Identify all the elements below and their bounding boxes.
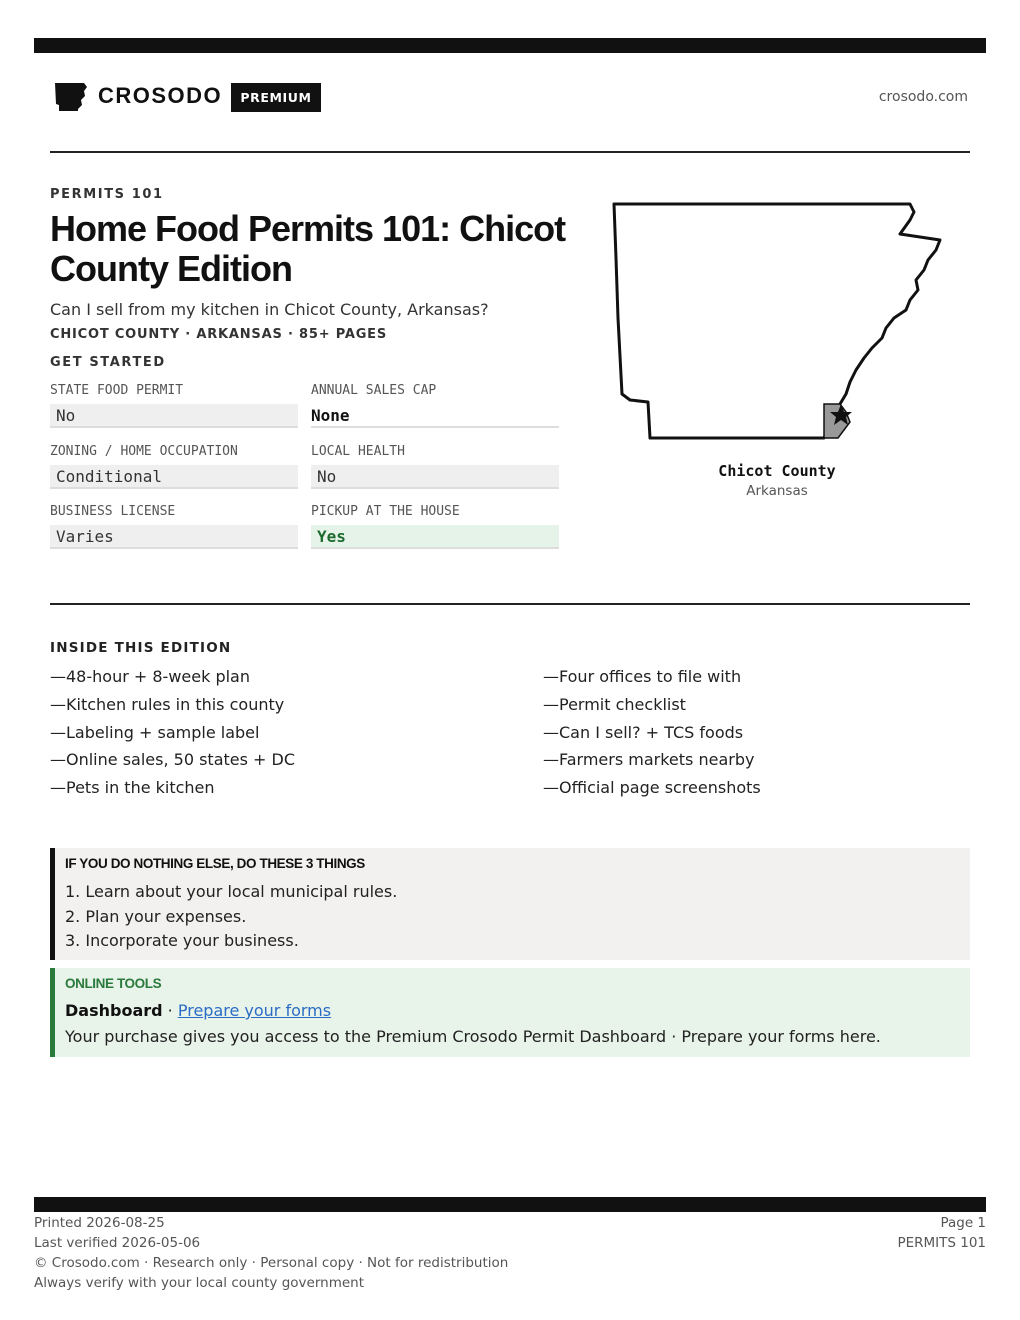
dashboard-description: Your purchase gives you access to the Premium Crosodo Permit Dashboard · Prepare your forms here. bbox=[65, 1027, 881, 1046]
field-value: Yes bbox=[311, 525, 559, 549]
arkansas-logo-icon bbox=[54, 82, 88, 112]
list-item: —Labeling + sample label bbox=[50, 722, 260, 742]
dashboard-label: Dashboard bbox=[65, 1001, 163, 1020]
brand-name: CROSODO bbox=[98, 83, 223, 108]
field-label: ANNUAL SALES CAP bbox=[311, 383, 437, 398]
site-url[interactable]: crosodo.com bbox=[878, 89, 968, 105]
field-state-food-permit bbox=[50, 382, 298, 428]
list-item: —Online sales, 50 states + DC bbox=[50, 750, 296, 770]
field-pickup bbox=[311, 503, 559, 549]
prepare-forms-link[interactable]: Prepare your forms bbox=[177, 1001, 332, 1020]
list-item: —Pets in the kitchen bbox=[50, 778, 215, 798]
separator: · bbox=[162, 1001, 178, 1020]
list-item: —Kitchen rules in this county bbox=[50, 694, 285, 714]
todo-step: 1. Learn about your local municipal rules. bbox=[65, 882, 398, 901]
todo-heading: IF YOU DO NOTHING ELSE, DO THESE 3 THINGS bbox=[65, 856, 365, 871]
dashboard-line bbox=[65, 1001, 331, 1020]
section-divider bbox=[50, 603, 970, 605]
inside-list-right bbox=[543, 666, 963, 805]
inside-heading: INSIDE THIS EDITION bbox=[50, 640, 232, 656]
field-label: STATE FOOD PERMIT bbox=[50, 383, 184, 398]
verified-date: Last verified 2026-05-06 bbox=[34, 1235, 201, 1251]
map-county-name: Chicot County bbox=[718, 462, 836, 480]
map-state-name: Arkansas bbox=[746, 483, 808, 499]
field-value: No bbox=[50, 404, 298, 428]
field-value: None bbox=[311, 404, 559, 428]
field-label: BUSINESS LICENSE bbox=[50, 504, 176, 519]
page-subtitle: Can I sell from my kitchen in Chicot County, Arkansas? bbox=[50, 300, 489, 319]
header-divider bbox=[50, 151, 970, 153]
printed-date: Printed 2026-08-25 bbox=[34, 1215, 165, 1231]
page-title: Home Food Permits 101: Chicot County Edition bbox=[50, 208, 566, 289]
list-item: —48-hour + 8-week plan bbox=[50, 667, 250, 686]
tools-heading: ONLINE TOOLS bbox=[65, 976, 162, 991]
arkansas-outline bbox=[614, 204, 940, 438]
inside-list-left bbox=[50, 666, 470, 805]
arkansas-map bbox=[610, 198, 950, 448]
list-item: —Farmers markets nearby bbox=[543, 750, 755, 770]
list-item: —Official page screenshots bbox=[543, 778, 761, 798]
list-item: —Can I sell? + TCS foods bbox=[543, 722, 744, 742]
edition-meta: CHICOT COUNTY · ARKANSAS · 85+ PAGES bbox=[50, 327, 388, 342]
list-item: —Four offices to file with bbox=[543, 667, 742, 686]
page-number: Page 1 bbox=[940, 1215, 986, 1231]
premium-badge: PREMIUM bbox=[231, 83, 321, 112]
field-business-license bbox=[50, 503, 298, 549]
field-label: LOCAL HEALTH bbox=[311, 444, 405, 459]
todo-step: 2. Plan your expenses. bbox=[65, 906, 247, 926]
footer-right bbox=[897, 1213, 986, 1253]
footer-bar bbox=[34, 1197, 986, 1212]
verify-note: Always verify with your local county government bbox=[34, 1275, 364, 1291]
online-tools-callout bbox=[50, 968, 970, 1057]
field-label: ZONING / HOME OCCUPATION bbox=[50, 444, 238, 459]
get-started-heading: GET STARTED bbox=[50, 355, 166, 370]
field-local-health bbox=[311, 443, 559, 489]
footer-left bbox=[34, 1213, 508, 1293]
list-item: —Permit checklist bbox=[543, 694, 686, 714]
field-value: Varies bbox=[50, 525, 298, 549]
copyright: © Crosodo.com · Research only · Personal copy · Not for redistribution bbox=[34, 1255, 509, 1271]
todo-callout bbox=[50, 848, 970, 960]
footer-section: PERMITS 101 bbox=[897, 1235, 986, 1251]
field-label: PICKUP AT THE HOUSE bbox=[311, 504, 460, 519]
field-value: Conditional bbox=[50, 465, 298, 489]
field-zoning bbox=[50, 443, 298, 489]
todo-steps bbox=[65, 880, 397, 954]
todo-step: 3. Incorporate your business. bbox=[65, 931, 299, 950]
top-bar bbox=[34, 38, 986, 53]
field-annual-sales-cap bbox=[311, 382, 559, 428]
eyebrow: PERMITS 101 bbox=[50, 187, 164, 202]
field-value: No bbox=[311, 465, 559, 489]
